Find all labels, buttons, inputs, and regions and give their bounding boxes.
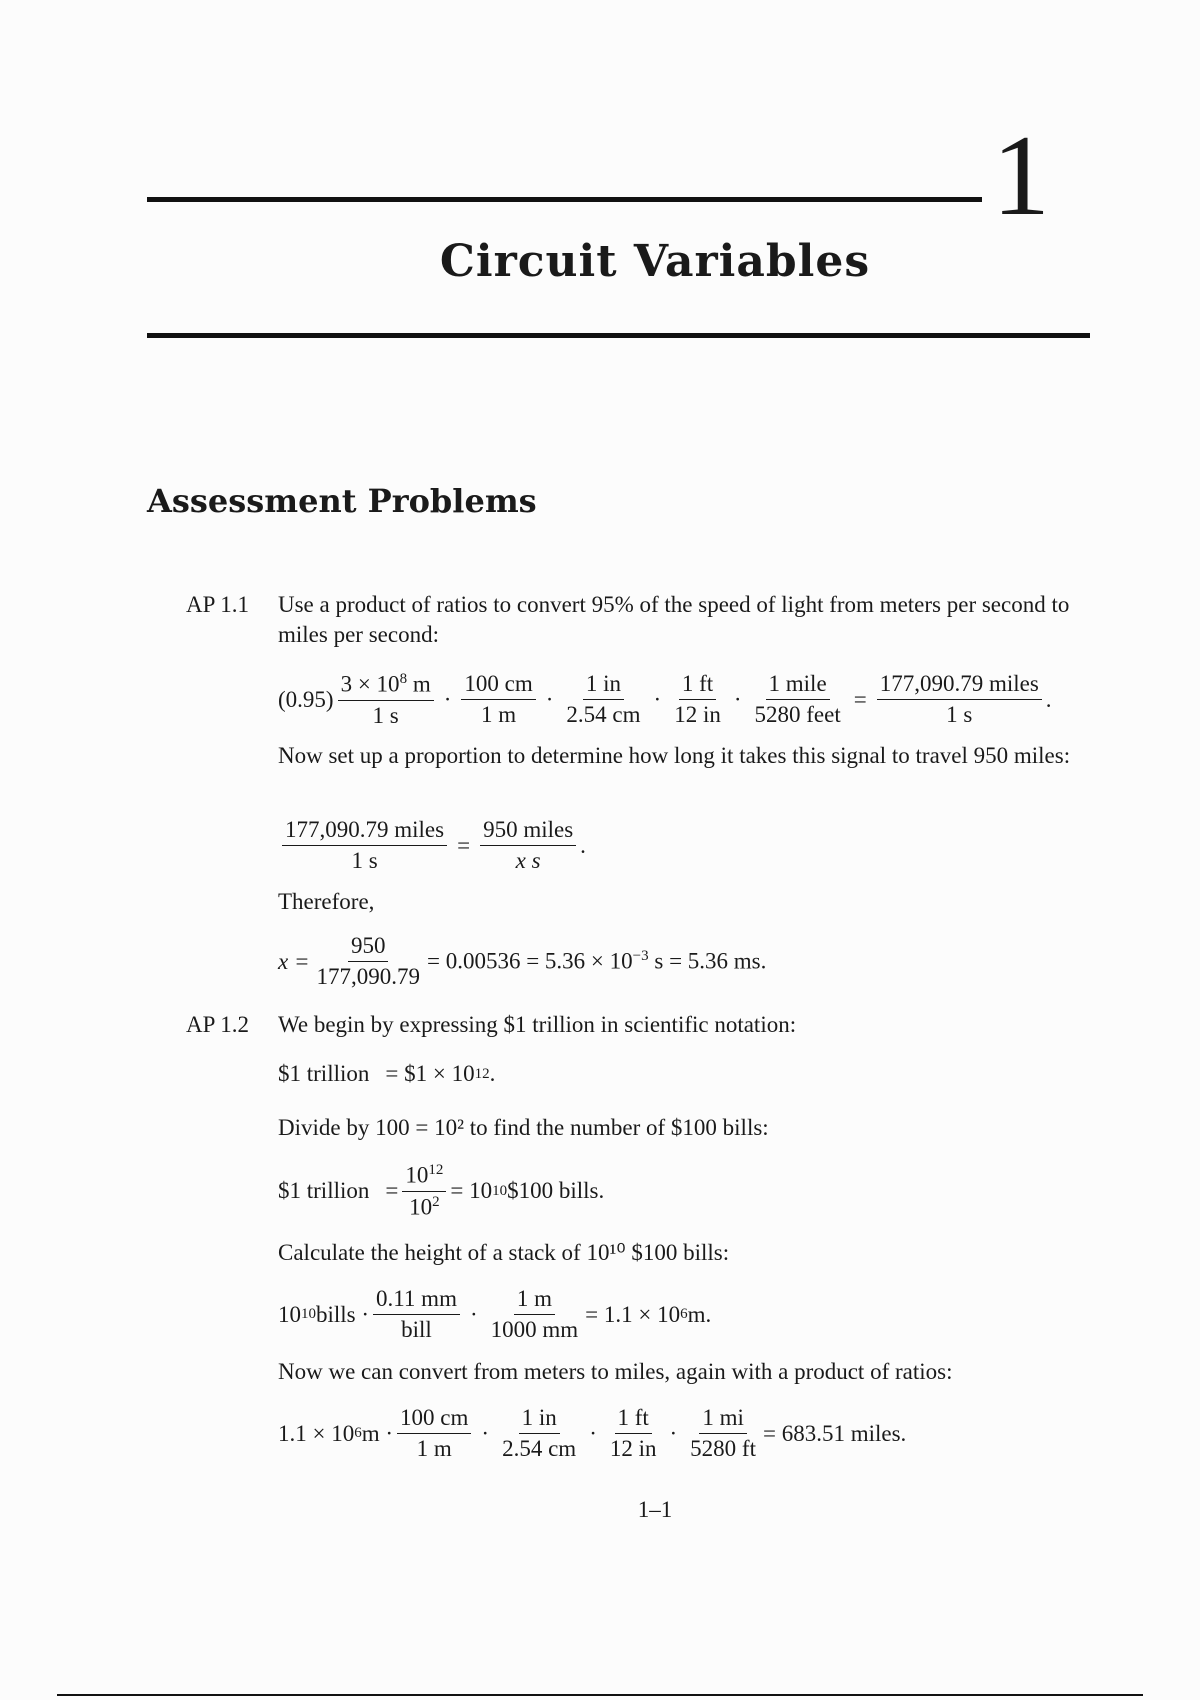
fraction: $\frac{\text{1 mile}}{\text{5280 feet}}$ bbox=[754, 671, 841, 728]
ap11-intro: Use a product of ratios to convert 95% of the speed of light from meters per second to miles per second: bbox=[278, 592, 1070, 647]
fraction: $\frac{0.11 mm}{\text{bill}}$ bbox=[373, 1286, 460, 1343]
fraction: $\frac{1 ft}{12 in}$ bbox=[609, 1405, 657, 1461]
page-bottom-rule bbox=[57, 1694, 1143, 1696]
fraction: $\frac{1 mi}{5280 ft}$ bbox=[690, 1405, 756, 1461]
ap11-text-3: Therefore, bbox=[278, 889, 375, 914]
factor: (0.95) bbox=[278, 686, 334, 712]
chapter-title: Circuit Variables bbox=[439, 236, 871, 287]
fraction: $\frac{10^{12}}{10^2}$ bbox=[402, 1162, 446, 1220]
ap12-intro: We begin by expressing $1 trillion in scientific notation: bbox=[278, 1012, 797, 1037]
chapter-rule-top bbox=[147, 197, 982, 202]
fraction: $\frac{\text{177,090.79 miles}}{1 s}$ bbox=[877, 671, 1042, 728]
ap11-equation-3: x = $\frac{950}{177,090.79}$ = $0.00536 = 5.36 \times 10^{-3}$ s = 5.36 ms. bbox=[278, 933, 767, 989]
ap12-equation-2: $1 trillion = $\frac{10^{12}}{10^2}$ = 10 10 $100 bills. bbox=[278, 1162, 605, 1220]
ap11-label: AP 1.1 bbox=[186, 592, 250, 617]
fraction: $\frac{\text{950 miles}}{\text{x s}}$ bbox=[480, 817, 576, 874]
fraction: $\frac{3 \times 10^8 m}{1 s}$ bbox=[338, 671, 434, 729]
fraction: $\frac{1 in}{2.54 cm}$ bbox=[502, 1405, 577, 1461]
fraction: $\frac{100 cm}{1 m}$ bbox=[461, 671, 535, 728]
ap11-equation-2: $\frac{\text{177,090.79 miles}}{1 s}$ = $\frac{\text{950 miles}}{\text{x s}}$ . bbox=[278, 817, 586, 874]
ap11-equation-1: (0.95) $\frac{3 \times 10^8 m}{1 s}$ · $\frac{100 cm}{1 m}$ · $\frac{1 in}{2.54 cm}$ · $\frac{1 ft}{12 in}$ · $\frac{\text{1 mile}}{\text{5280 feet}}$ = $\frac{\text{177,090.79 miles}}{1 s}$ . bbox=[278, 671, 1052, 728]
fraction: $\frac{1 in}{2.54 cm}$ bbox=[566, 671, 641, 728]
chapter-number: 1 bbox=[992, 112, 1050, 240]
ap12-equation-1: $1 trillion = $1 × 10 12 . bbox=[278, 1061, 496, 1086]
ap12-text-3: Calculate the height of a stack of 10¹⁰ $100 bills: bbox=[278, 1240, 730, 1265]
ap12-label: AP 1.2 bbox=[186, 1012, 250, 1037]
fraction: $\frac{1 ft}{12 in}$ bbox=[674, 671, 721, 728]
ap12-text-4: Now we can convert from meters to miles, again with a product of ratios: bbox=[278, 1359, 953, 1384]
fraction: $\frac{\text{177,090.79 miles}}{1 s}$ bbox=[282, 817, 447, 874]
fraction: $\frac{1 m}{1000 mm}$ bbox=[490, 1286, 579, 1342]
fraction: $\frac{950}{177,090.79}$ bbox=[316, 933, 420, 989]
ap11-text-2: Now set up a proportion to determine how long it takes this signal to travel 950 miles: bbox=[278, 743, 1071, 768]
ap12-equation-4: 1.1 × 10 6 m · $\frac{100 cm}{1 m}$ · $\frac{1 in}{2.54 cm}$ · $\frac{1 ft}{12 in}$ · $\frac{1 mi}{5280 ft}$ = 683.51 miles. bbox=[278, 1405, 907, 1461]
page-number: 1–1 bbox=[637, 1497, 673, 1522]
ap12-equation-3: 10 10 bills · $\frac{0.11 mm}{\text{bill}}$ · $\frac{1 m}{1000 mm}$ = 1.1 × 10 6 m. bbox=[278, 1286, 712, 1342]
fraction: $\frac{100 cm}{1 m}$ bbox=[397, 1405, 471, 1462]
chapter-rule-bottom bbox=[147, 333, 1090, 338]
section-title: Assessment Problems bbox=[147, 482, 537, 520]
ap12-text-2: Divide by 100 = 10² to find the number of $100 bills: bbox=[278, 1115, 769, 1140]
